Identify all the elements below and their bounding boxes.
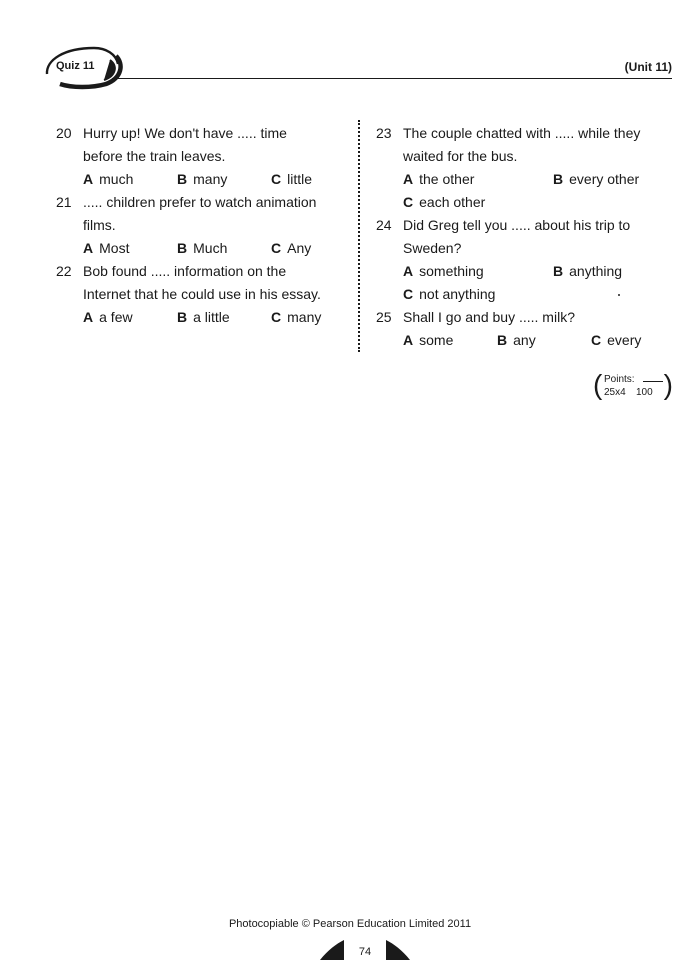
option-c[interactable]: C every [591, 332, 642, 348]
option-b[interactable]: B every other [553, 171, 640, 187]
option-c[interactable]: C each other [403, 194, 486, 210]
question-23 [372, 124, 672, 216]
question-number: 21 [56, 194, 72, 210]
option-c[interactable]: C Any [271, 240, 312, 256]
option-b[interactable]: B a little [177, 309, 230, 325]
question-24 [372, 216, 672, 308]
column-divider [358, 120, 360, 352]
question-text: Shall I go and buy ..... milk? [403, 309, 575, 325]
right-paren-icon: ) [663, 369, 673, 400]
left-paren-icon: ( [593, 369, 603, 400]
stray-mark [618, 294, 620, 296]
copyright-footer: Photocopiable © Pearson Education Limited 2011 [228, 918, 472, 930]
option-b[interactable]: B many [177, 171, 228, 187]
header-rule [112, 78, 672, 79]
option-b[interactable]: B Much [177, 240, 228, 256]
options-row [52, 308, 348, 331]
option-b[interactable]: B anything [553, 263, 623, 279]
option-a[interactable]: A a few [83, 309, 133, 325]
page-number: 74 [358, 946, 372, 958]
options-row [52, 170, 348, 193]
question-text: Did Greg tell you ..... about his trip to [403, 217, 631, 233]
question-text: Hurry up! We don't have ..... time [83, 125, 287, 141]
option-a[interactable]: A much [83, 171, 134, 187]
question-number: 20 [56, 125, 72, 141]
options-row [372, 170, 672, 193]
quiz-label: Quiz 11 [56, 60, 95, 72]
points-box [593, 370, 673, 404]
question-text: Sweden? [403, 240, 462, 256]
option-c[interactable]: C not anything [403, 286, 496, 302]
options-row [372, 193, 672, 216]
question-number: 22 [56, 263, 72, 279]
points-max: 100 [636, 387, 653, 398]
option-a[interactable]: A the other [403, 171, 475, 187]
question-number: 25 [376, 309, 392, 325]
question-22 [52, 262, 348, 331]
right-column [372, 124, 672, 354]
options-row [372, 331, 672, 354]
question-text: The couple chatted with ..... while they [403, 125, 641, 141]
unit-label: (Unit 11) [624, 60, 672, 74]
question-text: Bob found ..... information on the [83, 263, 287, 279]
option-a[interactable]: A something [403, 263, 484, 279]
question-number: 24 [376, 217, 392, 233]
option-b[interactable]: B any [497, 332, 536, 348]
question-text: waited for the bus. [403, 148, 518, 164]
option-c[interactable]: C little [271, 171, 313, 187]
options-row [52, 239, 348, 262]
option-a[interactable]: A some [403, 332, 454, 348]
points-blank [643, 381, 663, 382]
question-text: ..... children prefer to watch animation [83, 194, 317, 210]
option-a[interactable]: A Most [83, 240, 130, 256]
option-c[interactable]: C many [271, 309, 322, 325]
question-text: films. [83, 217, 116, 233]
question-20 [52, 124, 348, 193]
points-label: Points: [604, 374, 635, 385]
points-total: 25x4 [604, 387, 626, 398]
question-25 [372, 308, 672, 354]
question-21 [52, 193, 348, 262]
options-row [372, 285, 672, 308]
left-column [52, 124, 348, 331]
options-row [372, 262, 672, 285]
page-header [0, 0, 700, 100]
question-text: Internet that he could use in his essay. [83, 286, 321, 302]
question-text: before the train leaves. [83, 148, 226, 164]
question-number: 23 [376, 125, 392, 141]
